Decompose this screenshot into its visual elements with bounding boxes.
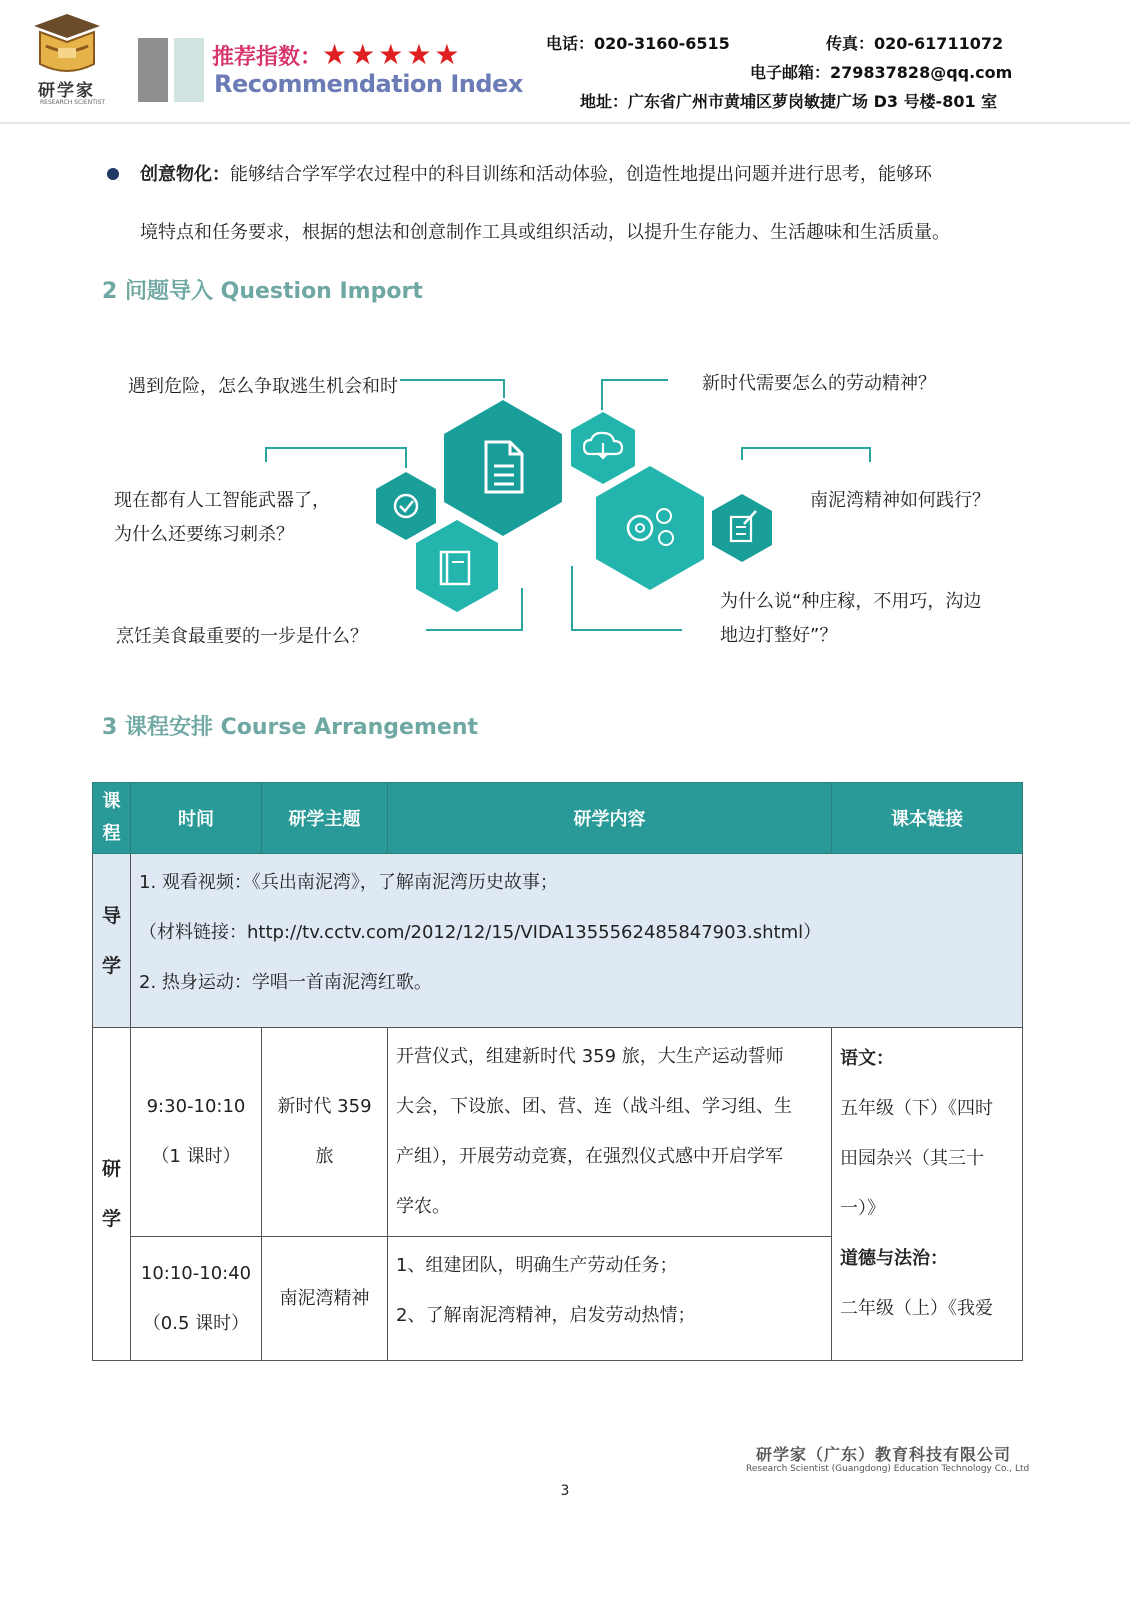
study-label <box>93 1028 131 1361</box>
page-number: 3 <box>560 1483 570 1499</box>
contact-address: 地址：广东省广州市黄埔区萝岗敏捷广场 D3 号楼-801 室 <box>580 92 998 111</box>
recommendation-en: Recommendation Index <box>214 70 523 98</box>
header-theme: 研学主题 <box>262 783 388 854</box>
guide-line-3: 2. 热身运动：学唱一首南泥湾红歌。 <box>139 972 432 993</box>
contact-email: 电子邮箱：279837828@qq.com <box>750 63 1013 82</box>
header-course <box>93 783 131 854</box>
logo-sub-label: RESEARCH SCIENTIST <box>40 99 106 106</box>
section-title-course-arrangement: 3 课程安排 Course Arrangement <box>102 715 478 740</box>
cloud-hexagon-icon <box>571 412 635 484</box>
intro-bullet-label: 创意物化： <box>140 164 230 185</box>
guide-label-top: 导 <box>101 904 121 927</box>
link-text-2-line-1: 二年级（上）《我爱 <box>840 1298 993 1319</box>
table-row-study-1 <box>93 1028 1023 1237</box>
guide-content <box>131 854 1023 1028</box>
question-4: 新时代需要怎么的劳动精神？ <box>702 373 936 394</box>
intro-line-1-text: 能够结合学军学农过程中的科目训练和活动体验，创造性地提出问题并进行思考，能够环 <box>230 164 932 185</box>
row-1-period: （1 课时） <box>151 1146 241 1167</box>
study-label-bottom: 学 <box>101 1208 121 1230</box>
link-text-1-line-1: 五年级（下）《四时 <box>840 1098 993 1119</box>
row-1-content-line-1: 开营仪式，组建新时代 359 旅，大生产运动誓师 <box>396 1046 784 1067</box>
guide-label <box>93 854 131 1028</box>
question-2-line-1: 现在都有人工智能武器了， <box>114 490 330 511</box>
footer-company-en: Research Scientist (Guangdong) Education Technology Co., Ltd <box>746 1464 1030 1474</box>
header-bar-light <box>174 38 204 102</box>
row-1-theme-line-2: 旅 <box>315 1146 334 1167</box>
gears-hexagon-icon <box>596 466 704 590</box>
header-time: 时间 <box>131 783 262 854</box>
question-5: 南泥湾精神如何践行？ <box>810 490 990 511</box>
row-2-content-line-1: 1、组建团队，明确生产劳动任务； <box>396 1255 678 1276</box>
section-title-question-import: 2 问题导入 Question Import <box>102 279 423 304</box>
recommendation-title <box>212 38 463 71</box>
header-content: 研学内容 <box>388 783 832 854</box>
row-2-period: （0.5 课时） <box>142 1312 250 1334</box>
row-1-content-line-2: 大会，下设旅、团、营、连（战斗组、学习组、生 <box>396 1096 792 1117</box>
row-1-theme-line-1: 新时代 359 <box>277 1096 372 1117</box>
row-2-theme <box>262 1237 388 1361</box>
table-row-guide <box>93 854 1023 1028</box>
edit-hexagon-icon <box>712 494 772 562</box>
contact-fax: 传真：020-61711072 <box>826 34 1004 53</box>
link-subject-1: 语文： <box>840 1048 894 1069</box>
header-bar-dark <box>138 38 168 102</box>
guide-line-1: 1. 观看视频：《兵出南泥湾》，了解南泥湾历史故事； <box>139 872 558 893</box>
link-subject-2: 道德与法治： <box>840 1248 948 1269</box>
check-hexagon-icon <box>376 472 436 540</box>
question-1: 遇到危险，怎么争取逃生机会和时 <box>128 376 398 397</box>
textbook-link-cell <box>832 1028 1023 1361</box>
row-2-theme-line-1: 南泥湾精神 <box>279 1287 370 1309</box>
footer-company-cn: 研学家（广东）教育科技有限公司 <box>756 1445 1012 1464</box>
intro-line-2: 境特点和任务要求，根据的想法和创意制作工具或组织活动，以提升生存能力、生活趣味和生活质量。 <box>140 222 950 243</box>
row-1-content <box>388 1028 832 1237</box>
link-text-1-line-2: 田园杂兴（其三十 <box>840 1148 984 1169</box>
header-course-bottom: 程 <box>102 823 121 844</box>
question-6-line-2: 地边打整好”？ <box>720 625 838 646</box>
row-2-time <box>131 1237 262 1361</box>
study-label-top: 研 <box>101 1158 121 1180</box>
row-1-theme <box>262 1028 388 1237</box>
contact-phone: 电话：020-3160-6515 <box>546 34 730 53</box>
header-course-top: 课 <box>102 791 121 812</box>
row-1-content-line-4: 学农。 <box>396 1196 450 1217</box>
logo-label: 研学家 <box>38 81 95 101</box>
course-table <box>92 782 1023 1361</box>
recommendation-label: 推荐指数： <box>212 45 323 70</box>
row-1-time-range: 9:30-10:10 <box>146 1096 246 1117</box>
row-2-time-range: 10:10-10:40 <box>140 1262 252 1284</box>
guide-label-bottom: 学 <box>101 954 121 977</box>
row-2-content-line-2: 2、了解南泥湾精神，启发劳动热情； <box>396 1305 696 1326</box>
question-3: 烹饪美食最重要的一步是什么？ <box>116 626 368 647</box>
row-1-content-line-3: 产组），开展劳动竞赛，在强烈仪式感中开启学军 <box>396 1146 783 1167</box>
guide-line-2: （材料链接：http://tv.cctv.com/2012/12/15/VIDA1355562485847903.shtml） <box>139 922 822 943</box>
question-2-line-2: 为什么还要练习刺杀？ <box>114 524 294 545</box>
question-6-line-1: 为什么说“种庄稼，不用巧，沟边 <box>720 591 982 612</box>
bullet-icon <box>107 168 119 180</box>
row-1-time <box>131 1028 262 1237</box>
book-hexagon-icon <box>416 520 498 612</box>
intro-line-1 <box>140 160 932 186</box>
recommendation-stars-icon: ★★★★★ <box>322 38 463 71</box>
header-divider <box>0 122 1130 124</box>
row-2-content <box>388 1237 832 1361</box>
header-link: 课本链接 <box>832 783 1023 854</box>
table-header-row <box>93 783 1023 854</box>
document-hexagon-icon <box>444 400 562 536</box>
link-text-1-line-3: 一）》 <box>840 1198 885 1219</box>
